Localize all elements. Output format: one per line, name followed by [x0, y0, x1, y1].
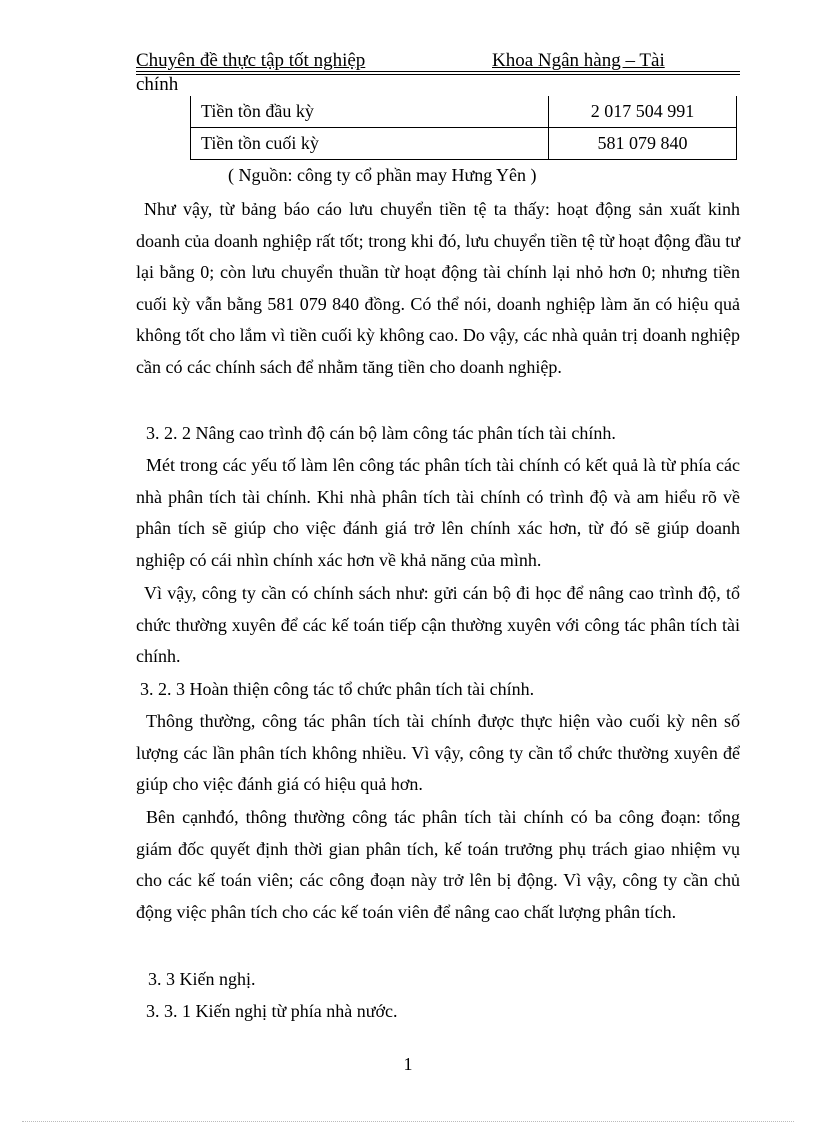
paragraph-analysis-frequency: Thông thường, công tác phân tích tài chính được thực hiện vào cuối kỳ nên số lượng các lần phân tích không nhiều. Vì vậy, công ty cần tổ chức thường xuyên để giúp cho việc đánh giá có hiệu quả hơn.: [136, 711, 740, 794]
table-cell-value: 2 017 504 991: [549, 96, 737, 128]
paragraph-cash-flow-analysis: Như vậy, từ bảng báo cáo lưu chuyển tiền tệ ta thấy: hoạt động sản xuất kinh doanh của doanh nghiệp rất tốt; trong khi đó, lưu chuyển tiền tệ từ hoạt động đầu tư lại bằng 0; còn lưu chuyển thuần từ hoạt động tài chính lại nhỏ hơn 0; nhưng tiền cuối kỳ vẫn bằng 581 079 840 đồng. Có thể nói, doanh nghiệp làm ăn có hiệu quả không tốt cho lắm vì tiền cuối kỳ không cao. Do vậy, các nhà quản trị doanh nghiệp cần có các chính sách để nhằm tăng tiền cho doanh nghiệp.: [136, 199, 740, 377]
table-cell-label: Tiền tồn đầu kỳ: [191, 96, 549, 128]
page-header: [136, 50, 740, 72]
page-bottom-border: [22, 1121, 794, 1122]
paragraph-analyst-skill: Mét trong các yếu tố làm lên công tác phân tích tài chính có kết quả là từ phía các nhà phân tích tài chính. Khi nhà phân tích tài chính có trình độ và am hiểu rõ về phân tích sẽ giúp cho việc đánh giá trở lên chính xác hơn, từ đó sẽ giúp doanh nghiệp có cái nhìn chính xác hơn về khả năng của mình.: [136, 455, 740, 570]
header-rule: [136, 71, 740, 72]
cash-balance-table: [190, 96, 737, 160]
table-cell-value: 581 079 840: [549, 128, 737, 160]
header-rule-double: [136, 74, 740, 75]
table-row: [191, 96, 737, 128]
table-source-note: ( Nguồn: công ty cổ phần may Hưng Yên ): [228, 165, 537, 185]
header-document-title: Chuyên đề thực tập tốt nghiệp: [136, 50, 366, 71]
paragraph-training-policy: Vì vậy, công ty cần có chính sách như: gửi cán bộ đi học để nâng cao trình độ, tổ chức thường xuyên để các kế toán tiếp cận thường xuyên với công tác phân tích tài chính.: [136, 583, 740, 666]
page-number: 1: [403, 1054, 413, 1074]
section-heading-3-3: 3. 3 Kiến nghị.: [148, 969, 256, 989]
header-faculty-wrap: chính: [136, 74, 179, 95]
table-cell-label: Tiền tồn cuối kỳ: [191, 128, 549, 160]
section-heading-3-2-2: 3. 2. 2 Nâng cao trình độ cán bộ làm công tác phân tích tài chính.: [146, 423, 616, 443]
paragraph-analysis-stages: Bên cạnhđó, thông thường công tác phân tích tài chính có ba công đoạn: tổng giám đốc quyết định thời gian phân tích, kế toán trưởng phụ trách giao nhiệm vụ cho các kế toán viên; các công đoạn này trở lên bị động. Vì vậy, công ty cần chủ động việc phân tích cho các kế toán viên để nâng cao chất lượng phân tích.: [136, 807, 740, 922]
header-faculty: Khoa Ngân hàng – Tài: [492, 50, 665, 71]
section-heading-3-3-1: 3. 3. 1 Kiến nghị từ phía nhà nước.: [146, 1001, 398, 1021]
table-row: [191, 128, 737, 160]
section-heading-3-2-3: 3. 2. 3 Hoàn thiện công tác tổ chức phân tích tài chính.: [140, 679, 535, 699]
